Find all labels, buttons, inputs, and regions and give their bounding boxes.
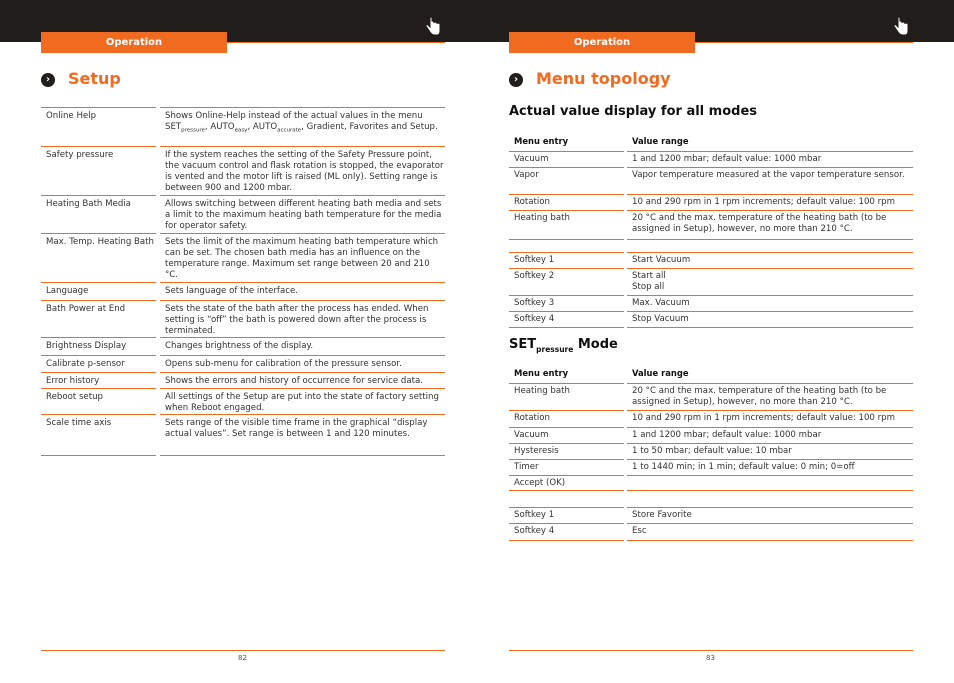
page-number-right: 83 xyxy=(706,654,715,662)
menu-entry: Softkey 4 xyxy=(514,526,555,536)
row-line-range xyxy=(627,151,913,152)
section-tab-left: Operation xyxy=(41,32,227,53)
menu-entry: Softkey 4 xyxy=(514,314,555,324)
setup-entry: Brightness Display xyxy=(46,341,127,351)
set-title-main: SET xyxy=(509,337,537,352)
menu-entry: Heating bath xyxy=(514,213,570,223)
desc-part: accurate xyxy=(277,127,302,134)
setup-description: Sets range of the visible time frame in the graphical “display actual values”. Set range is between 1 and 120 minutes. xyxy=(165,418,428,439)
set-title-sub: pressure xyxy=(536,345,574,354)
setup-entry: Bath Power at End xyxy=(46,304,126,314)
value-range: Vapor temperature measured at the vapor temperature sensor. xyxy=(632,170,905,180)
menu-entry: Softkey 1 xyxy=(514,510,555,520)
row-line-entry xyxy=(509,507,624,508)
menu-entry: Timer xyxy=(514,462,539,472)
row-line-desc xyxy=(160,372,445,373)
menu-entry: Heating bath xyxy=(514,386,570,396)
row-line-range xyxy=(627,295,913,296)
setup-description: Sets the limit of the maximum heating bath temperature which can be set. The chosen bath media has an influence on the temperature range. Maximum set range between 20 and 210 °C. xyxy=(165,237,439,280)
value-range: Max. Vacuum xyxy=(632,298,690,308)
setup-entry: Online Help xyxy=(46,111,97,121)
menu-entry: Rotation xyxy=(514,197,550,207)
value-range: 1 to 50 mbar; default value: 10 mbar xyxy=(632,446,792,456)
row-line-entry xyxy=(41,282,156,283)
row-line-entry xyxy=(41,195,156,196)
section-tab-right: Operation xyxy=(509,32,695,53)
row-line-entry xyxy=(509,239,624,240)
column-header-range: Value range xyxy=(632,136,689,146)
setup-entry: Error history xyxy=(46,376,100,386)
row-line-desc xyxy=(160,107,445,108)
row-line-desc xyxy=(160,300,445,301)
value-range: 1 and 1200 mbar; default value: 1000 mbar xyxy=(632,430,822,440)
row-line-range xyxy=(627,490,913,491)
setup-description: Sets the state of the bath after the process has ended. When setting is “off” the bath is powered down after the process is terminated. xyxy=(165,304,429,336)
row-line-entry xyxy=(509,427,624,428)
column-header-range: Value range xyxy=(632,368,689,378)
hand-pointer-icon xyxy=(892,16,910,36)
value-range: 1 to 1440 min; in 1 min; default value: 0 min; 0=off xyxy=(632,462,855,472)
row-line-entry xyxy=(509,490,624,491)
setup-description: Changes brightness of the display. xyxy=(165,341,314,351)
desc-part: easy xyxy=(234,127,248,134)
desc-part: pressure xyxy=(181,127,205,134)
row-line-range xyxy=(627,252,913,253)
row-line-entry xyxy=(509,475,624,476)
value-range: Store Favorite xyxy=(632,510,692,520)
setup-description: Sets language of the interface. xyxy=(165,286,298,296)
setup-description: All settings of the Setup are put into the state of factory setting when Reboot engaged. xyxy=(165,392,439,413)
row-line-entry xyxy=(509,194,624,195)
hand-pointer-icon xyxy=(424,16,442,36)
row-line-desc xyxy=(160,282,445,283)
row-line-entry xyxy=(41,337,156,338)
row-line-desc xyxy=(160,388,445,389)
row-line-range xyxy=(627,194,913,195)
value-range: 10 and 290 rpm in 1 rpm increments; default value: 100 rpm xyxy=(632,197,895,207)
menu-entry: Vacuum xyxy=(514,154,549,164)
row-line-range xyxy=(627,268,913,269)
row-line-entry xyxy=(509,327,624,328)
setup-entry: Max. Temp. Heating Bath xyxy=(46,237,154,247)
row-line-range xyxy=(627,311,913,312)
row-line-desc xyxy=(160,355,445,356)
row-line-range xyxy=(627,475,913,476)
page-number-left: 82 xyxy=(238,654,247,662)
row-line-entry xyxy=(509,295,624,296)
row-line-range xyxy=(627,383,913,384)
menu-entry: Rotation xyxy=(514,413,550,423)
row-line-entry xyxy=(509,268,624,269)
row-line-entry xyxy=(509,443,624,444)
value-range: Start Vacuum xyxy=(632,255,691,265)
menu-entry: Softkey 1 xyxy=(514,255,555,265)
setup-entry: Calibrate p-sensor xyxy=(46,359,125,369)
row-line-entry xyxy=(509,210,624,211)
row-line-desc xyxy=(160,146,445,147)
setup-description: Shows the errors and history of occurrence for service data. xyxy=(165,376,423,386)
chevron-right-icon: › xyxy=(509,73,523,87)
menu-entry: Vapor xyxy=(514,170,539,180)
row-line-entry xyxy=(509,383,624,384)
row-line-range xyxy=(627,239,913,240)
row-line-desc xyxy=(160,195,445,196)
row-line-entry xyxy=(41,372,156,373)
row-line-desc xyxy=(160,455,445,456)
row-line-range xyxy=(627,459,913,460)
row-line-entry xyxy=(41,300,156,301)
row-line-range xyxy=(627,540,913,541)
value-range: 20 °C and the max. temperature of the heating bath (to be assigned in Setup), however, no more than 210 °C. xyxy=(632,213,887,234)
desc-part: Shows Online-Help instead of the actual values in the menu SET xyxy=(165,111,423,132)
set-title-end: Mode xyxy=(573,337,618,352)
row-line-desc xyxy=(160,414,445,415)
setup-entry: Language xyxy=(46,286,89,296)
row-line-entry xyxy=(509,523,624,524)
value-range: Start all Stop all xyxy=(632,271,666,292)
row-line-entry xyxy=(509,252,624,253)
footer-line-left xyxy=(41,650,445,651)
setup-entry: Safety pressure xyxy=(46,150,114,160)
page-title-setup: Setup xyxy=(68,69,121,88)
value-range: 1 and 1200 mbar; default value: 1000 mbar xyxy=(632,154,822,164)
desc-part: , AUTO xyxy=(247,122,278,132)
row-line-entry xyxy=(41,388,156,389)
desc-part: , Gradient, Favorites and Setup. xyxy=(301,122,438,132)
setup-description: Opens sub-menu for calibration of the pressure sensor. xyxy=(165,359,402,369)
setup-entry: Heating Bath Media xyxy=(46,199,131,209)
row-line-range xyxy=(627,410,913,411)
value-range: 20 °C and the max. temperature of the heating bath (to be assigned in Setup), however, no more than 210 °C. xyxy=(632,386,887,407)
row-line-range xyxy=(627,443,913,444)
row-line-range xyxy=(627,327,913,328)
footer-line-right xyxy=(509,650,913,651)
row-line-range xyxy=(627,210,913,211)
value-range: Esc xyxy=(632,526,647,536)
column-header-entry: Menu entry xyxy=(514,136,569,146)
menu-entry: Vacuum xyxy=(514,430,549,440)
row-line-entry xyxy=(509,311,624,312)
menu-entry: Softkey 3 xyxy=(514,298,555,308)
chevron-right-icon: › xyxy=(41,73,55,87)
row-line-entry xyxy=(41,146,156,147)
section-title-set-pressure xyxy=(509,337,618,354)
page-title-menu-topology: Menu topology xyxy=(536,69,671,88)
menu-entry: Hysteresis xyxy=(514,446,559,456)
value-range: 10 and 290 rpm in 1 rpm increments; default value: 100 rpm xyxy=(632,413,895,423)
row-line-entry xyxy=(509,459,624,460)
menu-entry: Accept (OK) xyxy=(514,478,566,488)
column-header-entry: Menu entry xyxy=(514,368,569,378)
row-line-desc xyxy=(160,337,445,338)
row-line-entry xyxy=(41,233,156,234)
row-line-entry xyxy=(509,151,624,152)
menu-entry: Softkey 2 xyxy=(514,271,555,281)
setup-entry: Reboot setup xyxy=(46,392,103,402)
setup-description: If the system reaches the setting of the Safety Pressure point, the vacuum control and flask rotation is stopped, the evaporator is vented and the motor lift is raised (ML only). Setting range is between 900 and 1200 mbar. xyxy=(165,150,444,193)
row-line-entry xyxy=(509,410,624,411)
row-line-range xyxy=(627,523,913,524)
row-line-entry xyxy=(41,455,156,456)
row-line-entry xyxy=(41,107,156,108)
tab-underline-right xyxy=(695,42,913,43)
row-line-range xyxy=(627,427,913,428)
row-line-entry xyxy=(509,540,624,541)
section-title-actual-values: Actual value display for all modes xyxy=(509,104,757,119)
row-line-range xyxy=(627,507,913,508)
row-line-range xyxy=(627,167,913,168)
setup-description: Allows switching between different heating bath media and sets a limit to the maximum heating bath temperature for the media for operator safety. xyxy=(165,199,442,231)
setup-description xyxy=(160,111,445,137)
tab-underline-left xyxy=(227,42,445,43)
setup-entry: Scale time axis xyxy=(46,418,112,428)
value-range: Stop Vacuum xyxy=(632,314,689,324)
row-line-entry xyxy=(41,355,156,356)
row-line-entry xyxy=(509,167,624,168)
row-line-entry xyxy=(41,414,156,415)
row-line-desc xyxy=(160,233,445,234)
desc-part: , AUTO xyxy=(204,122,235,132)
